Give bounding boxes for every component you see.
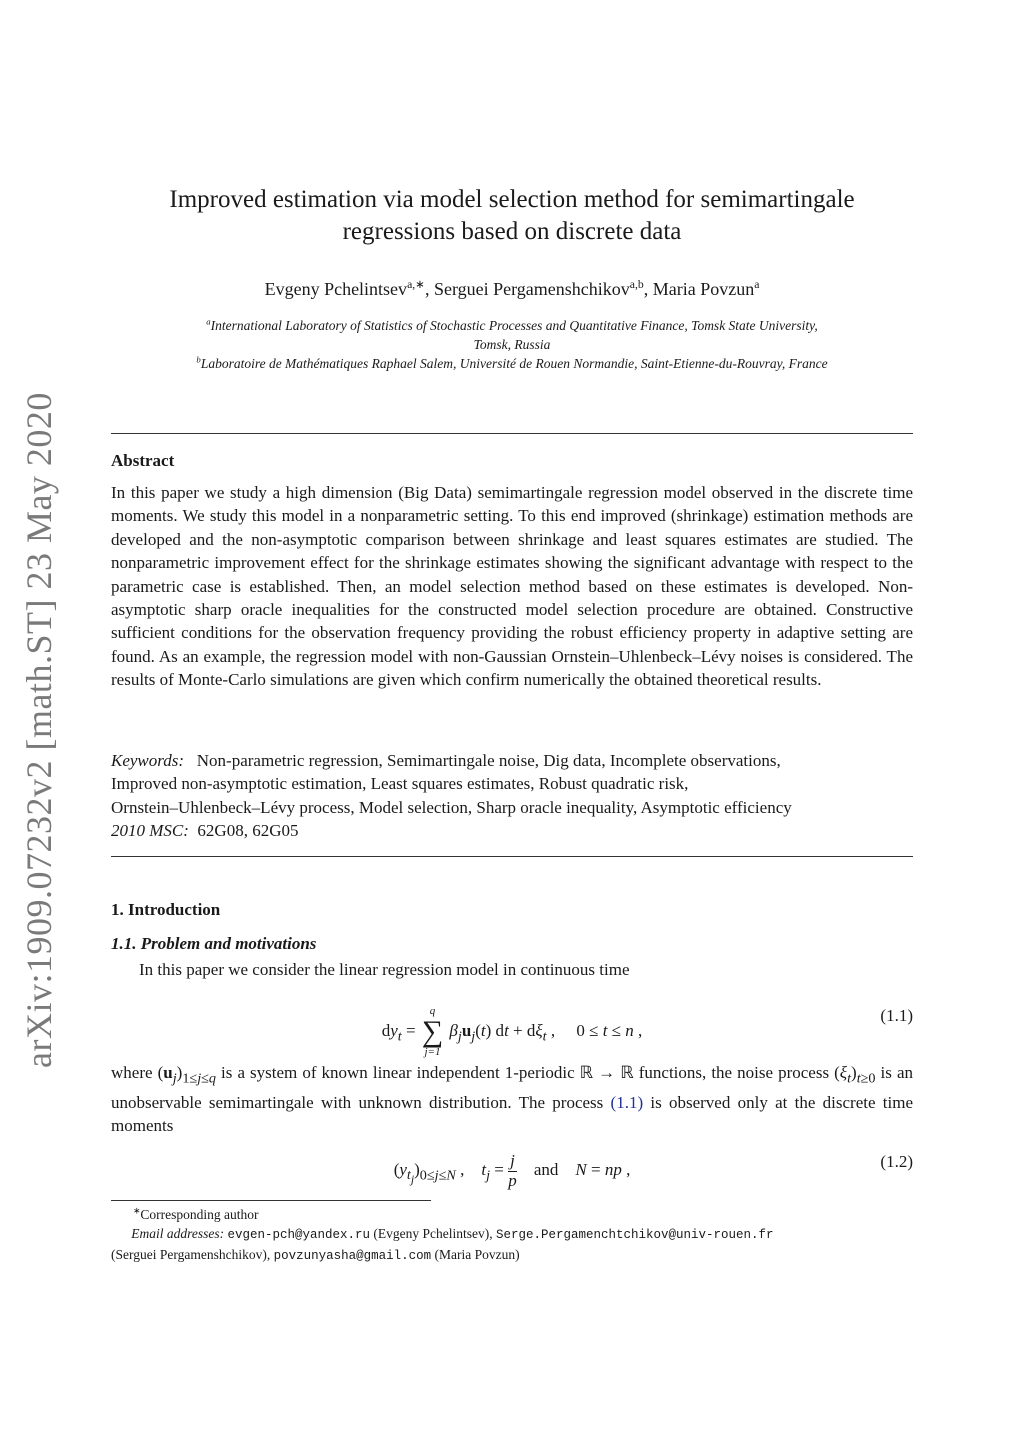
paper-title (111, 184, 913, 248)
keywords-line-2: Improved non-asymptotic estimation, Least squares estimates, Robust quadratic risk, (111, 774, 689, 794)
affiliation-b (111, 354, 913, 373)
affiliation-mark: a (206, 316, 211, 327)
fraction: $\frac{j}{p}$ (508, 1151, 517, 1190)
keywords-line-3: Ornstein–Uhlenbeck–Lévy process, Model selection, Sharp oracle inequality, Asymptotic efficiency (111, 797, 792, 817)
author-mark: a (754, 278, 760, 291)
author-name: Evgeny Pchelintsev (264, 279, 408, 299)
affiliation-a (111, 316, 913, 354)
email-link[interactable]: Serge.Pergamenchtchikov@univ-rouen.fr (496, 1228, 774, 1242)
abstract-bottom-rule (111, 856, 913, 857)
email-link[interactable]: evgen-pch@yandex.ru (227, 1228, 371, 1242)
affiliation-text: International Laboratory of Statistics of Stochastic Processes and Quantitative Finance, Tomsk State University, (210, 318, 818, 333)
equation-reference-link[interactable]: (1.1) (610, 1092, 644, 1112)
keywords-line-1: Non-parametric regression, Semimartingale noise, Dig data, Incomplete observations, (196, 751, 781, 770)
subsection-heading: 1.1. Problem and motivations (111, 934, 317, 953)
and-word: and (533, 1160, 559, 1180)
title-line-1: Improved estimation via model selection method for semimartingale (169, 186, 855, 213)
author-name: Serguei Pergamenshchikov (433, 279, 630, 299)
intro-paragraph-1: In this paper we consider the linear regression model in continuous time (139, 960, 630, 979)
email-link[interactable]: povzunyasha@gmail.com (273, 1249, 432, 1263)
email-owner: (Serguei Pergamenshchikov), (111, 1247, 271, 1262)
equation-1-1 (111, 988, 913, 1058)
section-heading: 1. Introduction (111, 900, 221, 919)
footnote-text: Corresponding author (140, 1207, 259, 1222)
affiliation-text: Laboratoire de Mathématiques Raphael Salem, Université de Rouen Normandie, Saint-Etienne-du-Rouvray, France (200, 356, 828, 371)
equation-body: $(y_{t_j})_{0\le j\le N}$ , $t_j$ = $\frac{j}{p}$ and N = np , (393, 1151, 631, 1190)
abstract-top-rule (111, 433, 913, 434)
abstract-text: In this paper we study a high dimension (Big Data) semimartingale regression model observed in the discrete time moments. We study this model in a nonparametric setting. To this end improved (shrinkage) estimation methods are developed and the non-asymptotic comparison between shrinkage and least squares estimates are studied. The nonparametric improvement effect for the shrinkage estimates showing the significant advantage with respect to the parametric case is established. Then, an model selection method based on these estimates is developed. Non-asymptotic sharp oracle inequalities for the constructed model selection procedure are obtained. Constructive sufficient conditions for the observation frequency providing the robust efficiency property in adaptive setting are found. As an example, the regression model with non-Gaussian Ornstein–Uhlenbeck–Lévy noises is considered. The results of Monte-Carlo simulations are given which confirm numerically the obtained theoretical results. (111, 483, 913, 690)
email-owner: (Maria Povzun) (434, 1247, 520, 1262)
equation-number: (1.1) (880, 1006, 913, 1025)
footnote-corresponding: ∗Corresponding author (133, 1205, 259, 1222)
equation-body: $dy_t$ = q ∑ j=1 $\beta_ju_j(t)$ dt + $d\xi_t$ , 0 ≤ t ≤ n , (381, 1005, 643, 1058)
author-mark: a,∗ (407, 278, 425, 291)
msc-label: 2010 MSC: (111, 821, 189, 840)
intro-paragraph-2: where $(u_j)_{1\le j\le q}$ is a system of known linear independent 1-periodic ℝ → ℝ functions, the noise process $(\xi_t)_{t\ge 0}$ is an unobservable semimartingale with unknown distribution. The process (1.1) is observed only at the discrete time moments (111, 1063, 913, 1136)
email-label: Email addresses: (131, 1226, 225, 1241)
para2-text-c: is observed only at the discrete time moments (111, 1092, 913, 1136)
author-mark: a,b (629, 278, 644, 291)
keywords-label: Keywords: (111, 751, 185, 770)
author-name: Maria Povzun (652, 279, 755, 299)
arxiv-stamp: arXiv:1909.07232v2 [math.ST] 23 May 2020 (19, 392, 59, 1068)
sum-symbol: q ∑ j=1 (421, 1005, 444, 1058)
msc-codes: 62G08, 62G05 (197, 821, 299, 840)
email-owner: (Evgeny Pchelintsev), (373, 1226, 493, 1241)
msc-classification (111, 819, 913, 842)
para2-text-b: is an unobservable semimartingale with unknown distribution. The process (111, 1063, 913, 1112)
equation-1-2 (111, 1134, 913, 1194)
keywords (111, 749, 913, 819)
title-line-2: regressions based on discrete data (342, 218, 682, 245)
where-word: where (111, 1063, 153, 1082)
affiliation-mark: b (196, 354, 201, 365)
para2-text-a: is a system of known linear independent 1-periodic ℝ → ℝ functions, the noise process (221, 1063, 830, 1082)
affiliation-city: Tomsk, Russia (473, 337, 551, 352)
author-list: Evgeny Pchelintsev$^{a,∗}$, Serguei Pergamenshchikov$^{a,b}$, Maria Povzun$^a$ (264, 278, 760, 299)
equation-number: (1.2) (880, 1152, 913, 1171)
footnote-rule (111, 1200, 431, 1201)
abstract-heading: Abstract (111, 451, 175, 470)
footnote-emails (111, 1224, 913, 1266)
